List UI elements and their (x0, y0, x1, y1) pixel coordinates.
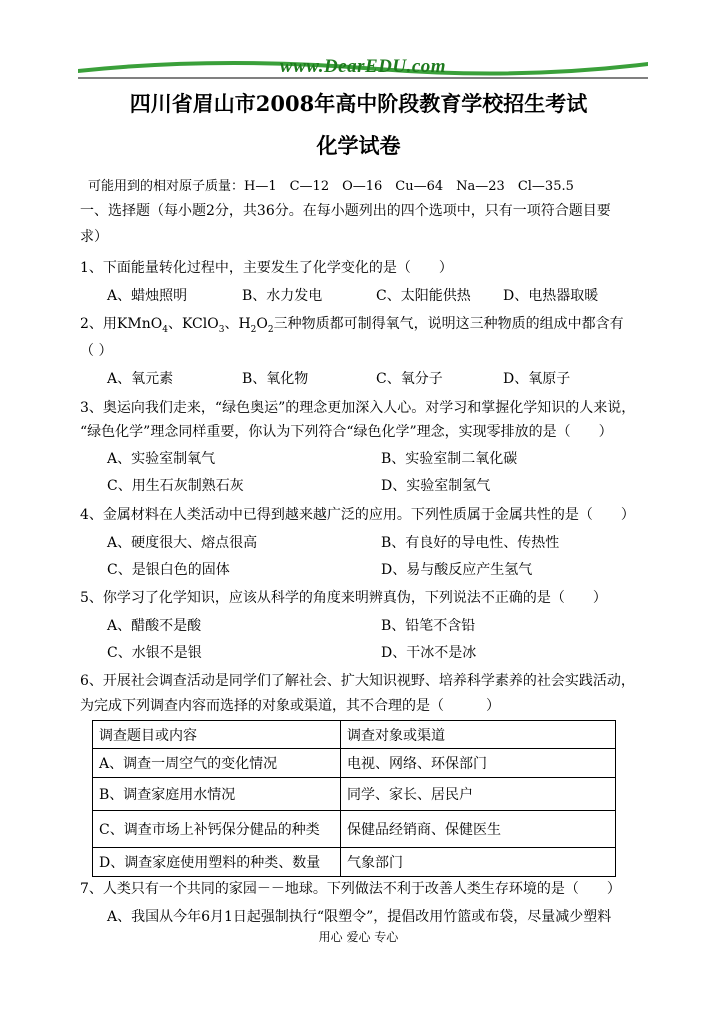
table-header-cell: 调查题目或内容 (93, 721, 341, 749)
table-cell: D、调查家庭使用塑料的种类、数量 (93, 848, 341, 877)
q1-option-c: C、太阳能供热 (376, 288, 471, 304)
q5-option-d: D、干冰不是冰 (381, 645, 477, 661)
table-row (93, 811, 616, 848)
table-row (93, 848, 616, 877)
exam-title: 四川省眉山市2008年高中阶段教育学校招生考试 (129, 91, 588, 116)
q2-option-d: D、氧原子 (503, 371, 571, 387)
q4-option-d: D、易与酸反应产生氢气 (381, 562, 533, 578)
q6-stem-line2: 为完成下列调查内容而选择的对象或渠道，其不合理的是（ ） (80, 698, 500, 714)
atomic-masses: 可能用到的相对原子质量：H—1 C—12 O—16 Cu—64 Na—23 Cl—35.5 (88, 179, 574, 194)
q1-option-d: D、电热器取暖 (503, 288, 599, 304)
q1-option-b: B、水力发电 (242, 288, 323, 304)
table-cell: A、调查一周空气的变化情况 (93, 749, 341, 778)
page-footer: 用心 爱心 专心 (318, 930, 399, 944)
q3-stem-line1: 3、奥运向我们走来，“绿色奥运”的理念更加深入人心。对学习和掌握化学知识的人来说， (80, 400, 636, 416)
q4-stem: 4、金属材料在人类活动中已得到越来越广泛的应用。下列性质属于金属共性的是（ ） (80, 507, 635, 523)
table-cell: 电视、网络、环保部门 (341, 749, 616, 778)
q2-option-b: B、氧化物 (242, 371, 309, 387)
q1-stem: 1、下面能量转化过程中，主要发生了化学变化的是（ ） (80, 260, 453, 276)
q3-option-b: B、实验室制二氧化碳 (381, 451, 518, 467)
q2-option-c: C、氧分子 (376, 371, 443, 387)
q3-stem-line2: “绿色化学”理念同样重要，你认为下列符合“绿色化学”理念，实现零排放的是（ ） (80, 424, 613, 440)
q5-option-c: C、水银不是银 (107, 645, 202, 661)
q4-option-c: C、是银白色的固体 (107, 562, 230, 578)
q2-stem-line2: （ ） (80, 343, 113, 359)
q3-option-c: C、用生石灰制熟石灰 (107, 478, 244, 494)
table-row (93, 749, 616, 778)
q7-stem: 7、人类只有一个共同的家园－－地球。下列做法不利于改善人类生存环境的是（ ） (80, 881, 621, 897)
table-cell: B、调查家庭用水情况 (93, 778, 341, 811)
section-heading-line1: 一、选择题（每小题2分，共36分。在每小题列出的四个选项中，只有一项符合题目要 (80, 203, 611, 219)
table-cell: 气象部门 (341, 848, 616, 877)
q2-stem: 2、用KMnO$_4$、KClO$_3$、$H_2O_2$三种物质都可制得氧气，说明这三种物质的组成中都含有 (80, 316, 624, 335)
table-cell: 同学、家长、居民户 (341, 778, 616, 811)
q1-option-a: A、蜡烛照明 (107, 288, 188, 304)
site-header (78, 52, 648, 82)
q7-option-a: A、我国从今年6月1日起强制执行“限塑令”，提倡改用竹篮或布袋，尽量减少塑料 (107, 909, 612, 925)
table-row (93, 778, 616, 811)
q3-option-d: D、实验室制氢气 (381, 478, 491, 494)
section-heading-line2: 求） (80, 229, 108, 245)
table-cell: C、调查市场上补钙保分健品的种类 (93, 811, 341, 848)
q3-option-a: A、实验室制氧气 (107, 451, 216, 467)
table-header-row (93, 721, 616, 749)
q5-option-b: B、铅笔不含铅 (381, 618, 476, 634)
site-url[interactable]: www.DearEDU.com (279, 56, 447, 77)
exam-subtitle: 化学试卷 (316, 133, 401, 158)
q2-option-a: A、氧元素 (107, 371, 174, 387)
q5-stem: 5、你学习了化学知识，应该从科学的角度来明辨真伪，下列说法不正确的是（ ） (80, 590, 607, 606)
q4-option-a: A、硬度很大、熔点很高 (107, 535, 258, 551)
q5-option-a: A、醋酸不是酸 (107, 618, 202, 634)
table-header-cell: 调查对象或渠道 (341, 721, 616, 749)
table-cell: 保健品经销商、保健医生 (341, 811, 616, 848)
survey-table (92, 720, 616, 877)
q6-stem-line1: 6、开展社会调查活动是同学们了解社会、扩大知识视野、培养科学素养的社会实践活动， (80, 673, 635, 689)
q4-option-b: B、有良好的导电性、传热性 (381, 535, 560, 551)
